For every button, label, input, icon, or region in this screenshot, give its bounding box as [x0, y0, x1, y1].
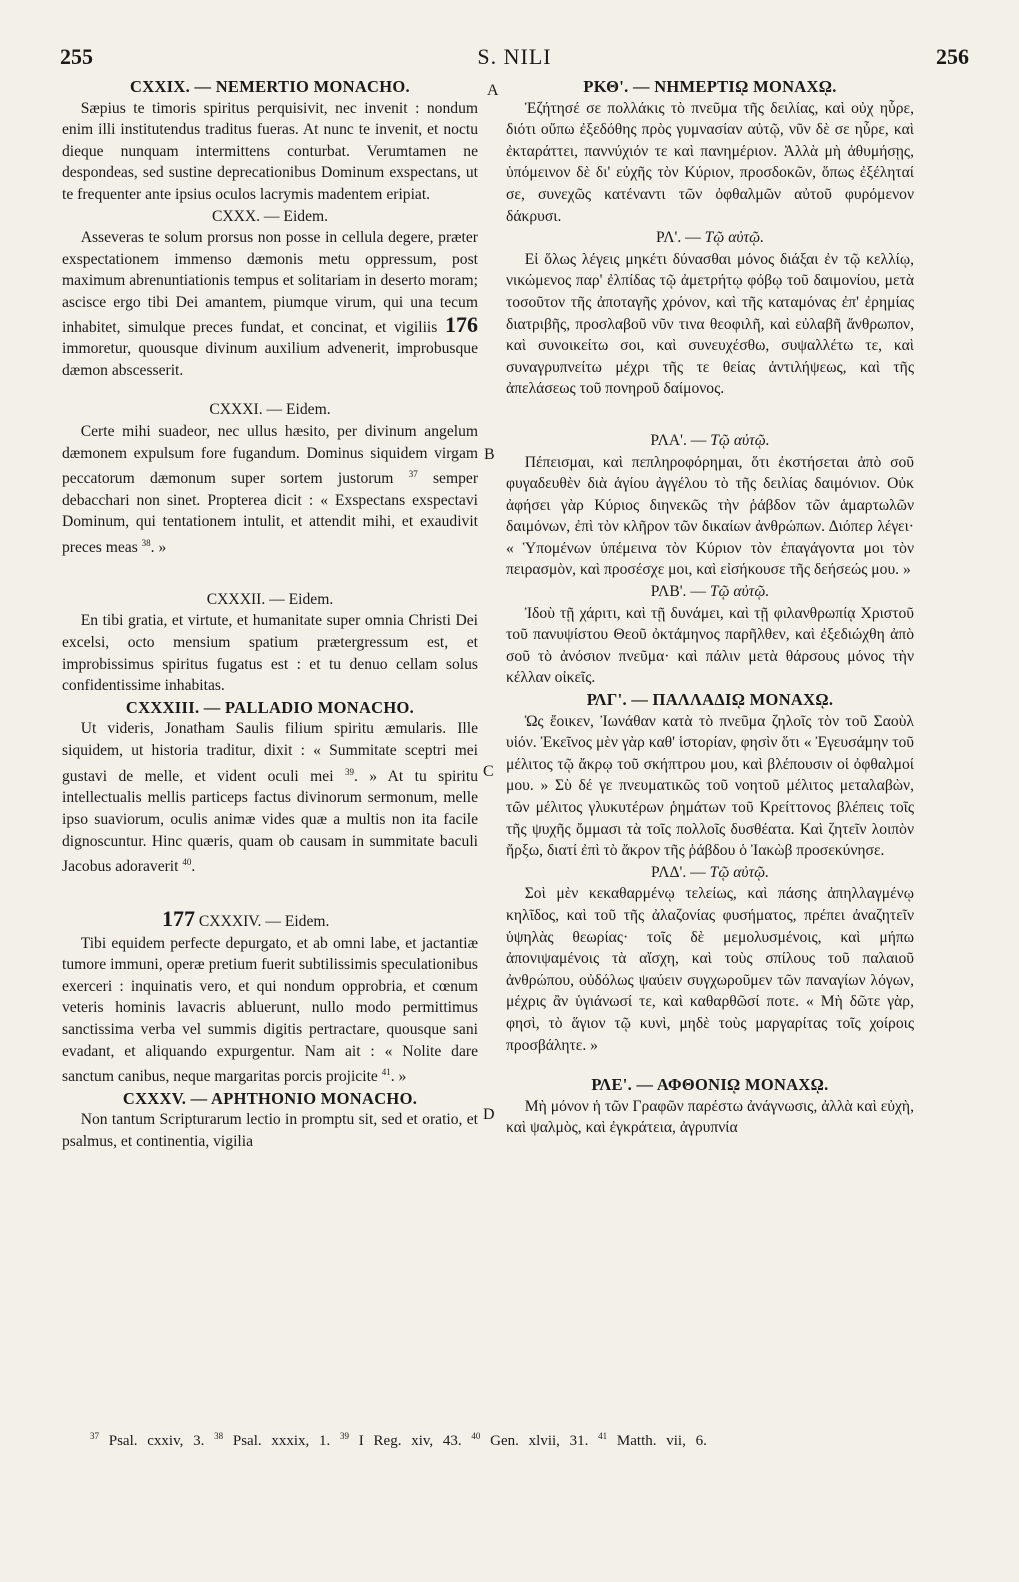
- latin-letter-134: [62, 933, 478, 1088]
- footnote-number-37: 37: [90, 1431, 99, 1441]
- left-page-number: 255: [60, 44, 93, 69]
- latin-heading-134: [62, 905, 478, 933]
- greek-heading-133: ΡΛΓ'. — ΠΑΛΛΑΔΙῼ ΜΟΝΑΧῼ.: [586, 690, 834, 710]
- footnote-37: Psal. cxxiv, 3.: [108, 1433, 205, 1449]
- latin-letter-130: [62, 227, 478, 381]
- latin-heading-135: CXXXV. — APHTHONIO MONACHO.: [122, 1088, 418, 1108]
- latin-heading-129: CXXIX. — NEMERTIO MONACHO.: [130, 77, 410, 96]
- margin-marker-d: D: [483, 1106, 495, 1123]
- greek-heading-130-addressee: Τῷ αὐτῷ.: [704, 229, 765, 247]
- greek-heading-131-number: ΡΛΑ'. —: [650, 431, 711, 449]
- latin-letter-133-part-b: . » At tu spiritu intellectualis mellis particeps factus divinorum sermonum, melle ipso suaviorum, oculis animæ vides quæ a multis non ita facile dignoscuntur. Hinc quæris, quam ob causam in summitate baculi Jacobus adoraverit: [62, 767, 479, 876]
- footnote-41: Matth. vii, 6.: [616, 1433, 707, 1449]
- footnote-number-41: 41: [598, 1431, 608, 1441]
- latin-letter-131-part-b: semper debacchari non sinet. Propterea dicit : « Exspectans exspectavi Dominum, qui tentationem intulit, et attendit mihi, et exaudivit preces meas: [62, 470, 479, 557]
- footnote-40: Gen. xlvii, 31.: [490, 1433, 589, 1449]
- greek-letter-134: Σοὶ μὲν κεκαθαρμένῳ τελείως, καὶ πάσης ἀπηλλαγμένῳ κηλῖδος, καὶ τοῦ τῆς ἀλαζονίας φυσήματος, πρέπει ἀναζητεῖν ὑψηλὰς θεωρίας· τοῖς δὲ μεμολυσμένοις, καὶ μήπω ἀπονιψαμένοις τὰ αἴσχη, καὶ τοὺς σπίλους τοῦ παλαιοῦ ἀνθρώπου, οὐδόλως ψαύειν συγχωροῦμεν τῶν παναγίων λόγων, μέχρις ἂν ὑγιάνωσί τε, καὶ καθαρθῶσί ποτε. « Μὴ δῶτε γὰρ, φησὶ, τὸ ἅγιον τῷ κυνὶ, μηδὲ τοὺς μαργαρίτας τοῖς χοίροις προσβάλητε. »: [506, 885, 914, 1054]
- footnote-ref-39: 39: [344, 766, 354, 777]
- greek-column: [506, 76, 914, 1139]
- latin-heading-131: CXXXI. — Eidem.: [209, 401, 331, 419]
- latin-letter-130-part-a: Asseveras te solum prorsus non posse in cellula degere, præter exspectationem immenso dæmonis metu oppressum, post maximum abrenuntiationis tempus et solitariam in deserto moram; ascisce ergo tibi Dei amantem, piumque virum, qui una tecum inhabitet, simulque preces fundat, et concinat, et vigiliis: [62, 229, 478, 336]
- latin-letter-134-end: . »: [390, 1068, 407, 1086]
- greek-heading-134: [506, 862, 914, 884]
- greek-heading-134-addressee: Τῷ αὐτῷ.: [709, 863, 770, 881]
- greek-letter-129: Ἐζήτησέ σε πολλάκις τὸ πνεῦμα τῆς δειλίας, καὶ οὐχ ηὗρε, διότι οὔπω ἐξεδόθης πρὸς γυμνασίαν αὐτῷ, νῦν δὲ σε ηὗρε, καὶ ἐκταράττει, παννύχιόν τε καὶ πανημέριον. Ἀλλὰ μὴ ἀθυμήσῃς, ὑπόμεινον δὲ δι' εὐχῆς τὸν Κύριον, προσδοκῶν, ὅπως ἐξέληταί σε, συνεχῶς κατέναντι τῶν ὀφθαλμῶν αὐτοῦ φυρόμενον δάκρυσι.: [506, 99, 914, 225]
- latin-heading-133: CXXXIII. — PALLADIO MONACHO.: [125, 697, 415, 717]
- latin-heading-130: CXXX. — Eidem.: [211, 207, 329, 225]
- footnote-ref-38: 38: [141, 538, 151, 549]
- latin-letter-129: Sæpius te timoris spiritus perquisivit, nec invenit : nondum enim illi institutendus traditus fueras. At nunc te invenit, et noctu dieque nunquam intermittens conturbat. Verumtamen ne despondeas, sed sustine deprecationibus Dominum exspectans, ut te frequenter ante ipsius oculos lacrymis madentem eripiat.: [62, 99, 478, 203]
- latin-letter-135: Non tantum Scripturarum lectio in promptu sit, sed et oratio, et psalmus, et continentia, vigilia: [62, 1111, 478, 1151]
- footnote-38: Psal. xxxix, 1.: [232, 1433, 331, 1449]
- latin-heading-132: CXXXII. — Eidem.: [206, 590, 334, 608]
- margin-marker-b: B: [484, 446, 495, 463]
- right-page-number: 256: [936, 44, 969, 69]
- column-number-177: 177: [162, 905, 195, 931]
- footnote-number-40: 40: [471, 1431, 481, 1441]
- greek-heading-132-number: ΡΛΒ'. —: [650, 583, 710, 601]
- running-header: [60, 44, 969, 74]
- footnote-39: I Reg. xiv, 43.: [358, 1433, 462, 1449]
- latin-letter-131: [62, 421, 478, 559]
- latin-letter-132: En tibi gratia, et virtute, et humanitate super omnia Christi Dei excelsi, octo mensium spatium prætergressum est, et improbissimus spiritus fugatus est : et tu denuo cellam solus confidentissime inhabitas.: [62, 612, 478, 695]
- latin-letter-131-end: . »: [150, 539, 167, 557]
- greek-heading-134-number: ΡΛΔ'. —: [650, 863, 710, 881]
- footnotes: [90, 1431, 949, 1450]
- footnote-number-38: 38: [214, 1431, 224, 1441]
- footnote-ref-40: 40: [182, 857, 192, 868]
- greek-letter-135: Μὴ μόνον ἡ τῶν Γραφῶν παρέστω ἀνάγνωσις, ἀλλὰ καὶ εὐχὴ, καὶ ψαλμὸς, καὶ ἐγκράτεια, ἀγρυπνία: [506, 1097, 914, 1137]
- latin-letter-134-text: Tibi equidem perfecte depurgato, et ab omni labe, et jactantiæ tumore immuni, operæ pretium fuerit subtilissimis speculationibus exerceri : inquinatis vero, et qui nondum opprobria, et cœnum veteris hominis lavacris abluerunt, nullo modo permittimus sanctissima verba vel summis digitis pertractare, quousque sani evadant, et aliquando expurgentur. Nam ait : « Nolite dare sanctum canibus, neque margaritas porcis projicite: [62, 934, 478, 1086]
- greek-heading-130: [506, 227, 914, 249]
- greek-letter-133: Ὡς ἔοικεν, Ἰωνάθαν κατὰ τὸ πνεῦμα ζηλοῖς τὸν τοῦ Σαοὺλ υἱόν. Ἐκεῖνος μὲν γὰρ καθ' ἱστορίαν, φησὶν ὅτι « Ἐγευσάμην τοῦ μέλιτος τῷ ἄκρῳ τοῦ σκήπτρου μου, καὶ βλέπουσιν οἱ ὀφθαλμοί μου. » Σὺ δέ γε πνευματικῶς τοῦ νοητοῦ μέλιτος μεταλαβὼν, τῶν μέλιτος γλυκυτέρων ῥημάτων τοῦ Κρείττονος βλέπεις τοῖς τῆς ψυχῆς ὄμμασι τὰ τοῖς πολλοῖς δυσθέατα. Καὶ ζητεῖν λοιπὸν ἤρξω, διατί ἐπὶ τὸ ἄκρον τῆς ῥάβδου ὁ Ἰακὼβ προσεκύνησε.: [506, 712, 914, 860]
- latin-column: [62, 76, 478, 1153]
- greek-heading-131: [506, 430, 914, 452]
- footnote-ref-41: 41: [381, 1067, 391, 1078]
- greek-heading-131-addressee: Τῷ αὐτῷ.: [710, 431, 770, 449]
- greek-heading-132: [506, 581, 914, 603]
- latin-letter-133: [62, 718, 478, 878]
- footnote-number-39: 39: [340, 1431, 350, 1441]
- greek-letter-132: Ἰδοὺ τῇ χάριτι, καὶ τῇ δυνάμει, καὶ τῇ φιλανθρωπίᾳ Χριστοῦ τοῦ πανυψίστου Θεοῦ ὀκτάμηνος παρῆλθεν, καὶ ἐξεδιώχθη ἀπὸ σοῦ τὸ ἀνόσιον πνεῦμα· καὶ πάλιν μετὰ θάρσους μόνος τὴν κέλλαν οἰκεῖς.: [506, 604, 914, 687]
- greek-heading-132-addressee: Τῷ αὐτῷ.: [709, 583, 770, 601]
- margin-marker-c: C: [483, 763, 494, 780]
- latin-letter-133-part-a: Ut videris, Jonatham Saulis filium spiritu æmularis. Ille siquidem, ut historia traditur, dixit : « Summitate sceptri mei gustavi de melle, et vident oculi mei: [62, 720, 478, 785]
- greek-letter-131: Πέπεισμαι, καὶ πεπληροφόρημαι, ὅτι ἐκστήσεται ἀπὸ σοῦ φυγαδευθὲν διὰ ἁγίου ἀγγέλου τὸ τῆς δειλίας δαιμόνιον. Οὐκ ἀφήσει γὰρ Κύριος διηνεκῶς τὴν ῥάβδον τῶν ἁμαρτωλῶν δαιμόνων, ἐπὶ τὸν κλῆρον τῶν δικαίων ἀνθρώπων. Διόπερ λέγει· « Ὑπομένων ὑπέμεινα τὸν Κύριον τὸν ἐπαγάγοντα μοι τὸν πειρασμὸν, καὶ προσέσχε μοι, καὶ εἰσήκουσε τῆς δεήσεώς μου. »: [506, 453, 914, 579]
- latin-letter-130-part-b: immoretur, quousque divinum auxilium advenerit, improbusque dæmon abscesserit.: [62, 340, 478, 379]
- latin-letter-133-end: .: [191, 858, 196, 876]
- greek-heading-129: ΡΚΘ'. — ΝΗΜΕΡΤΙῼ ΜΟΝΑΧῼ.: [583, 77, 837, 96]
- greek-letter-130: Εἰ ὅλως λέγεις μηκέτι δύνασθαι μόνος διάξαι ἐν τῷ κελλίῳ, νικώμενος παρ' ἐλπίδας τῷ ἀμετρήτῳ φόβῳ τοῦ δαιμονίου, μετὰ τοσοῦτον τῆς ἀποταγῆς χρόνον, καὶ τῆς καταμόνας ἐπ' ἐρημίας διατριβῆς, προσλαβοῦ νῦν τινα θεοφιλῆ, καὶ εὐλαβῆ ἄνθρωπον, καὶ συνοικείτω σοι, καὶ συνευχέσθω, συψαλλέτω τε, καὶ συναγρυπνείτω μέχρι τῆς τε θείας ἀντιλήψεως, καὶ τῆς ἀπελάσεως τοῦ πονηροῦ δαίμονος.: [506, 250, 914, 398]
- footnote-ref-37: 37: [408, 469, 418, 480]
- latin-heading-134-text: CXXXIV. — Eidem.: [198, 912, 330, 930]
- page-title: S. NILI: [477, 44, 552, 69]
- latin-letter-131-part-a: Certe mihi suadeor, nec ullus hæsito, per divinum angelum dæmonem expulsum fore fugandum. Dominus siquidem virgam peccatorum dæmonum super sortem justorum: [62, 422, 478, 488]
- margin-marker-a: A: [487, 82, 499, 99]
- greek-heading-135: ΡΛΕ'. — ΑΦΘΟΝΙῼ ΜΟΝΑΧῼ.: [591, 1075, 829, 1095]
- greek-heading-130-number: ΡΛ'. —: [655, 229, 705, 247]
- column-number-176: 176: [444, 311, 478, 337]
